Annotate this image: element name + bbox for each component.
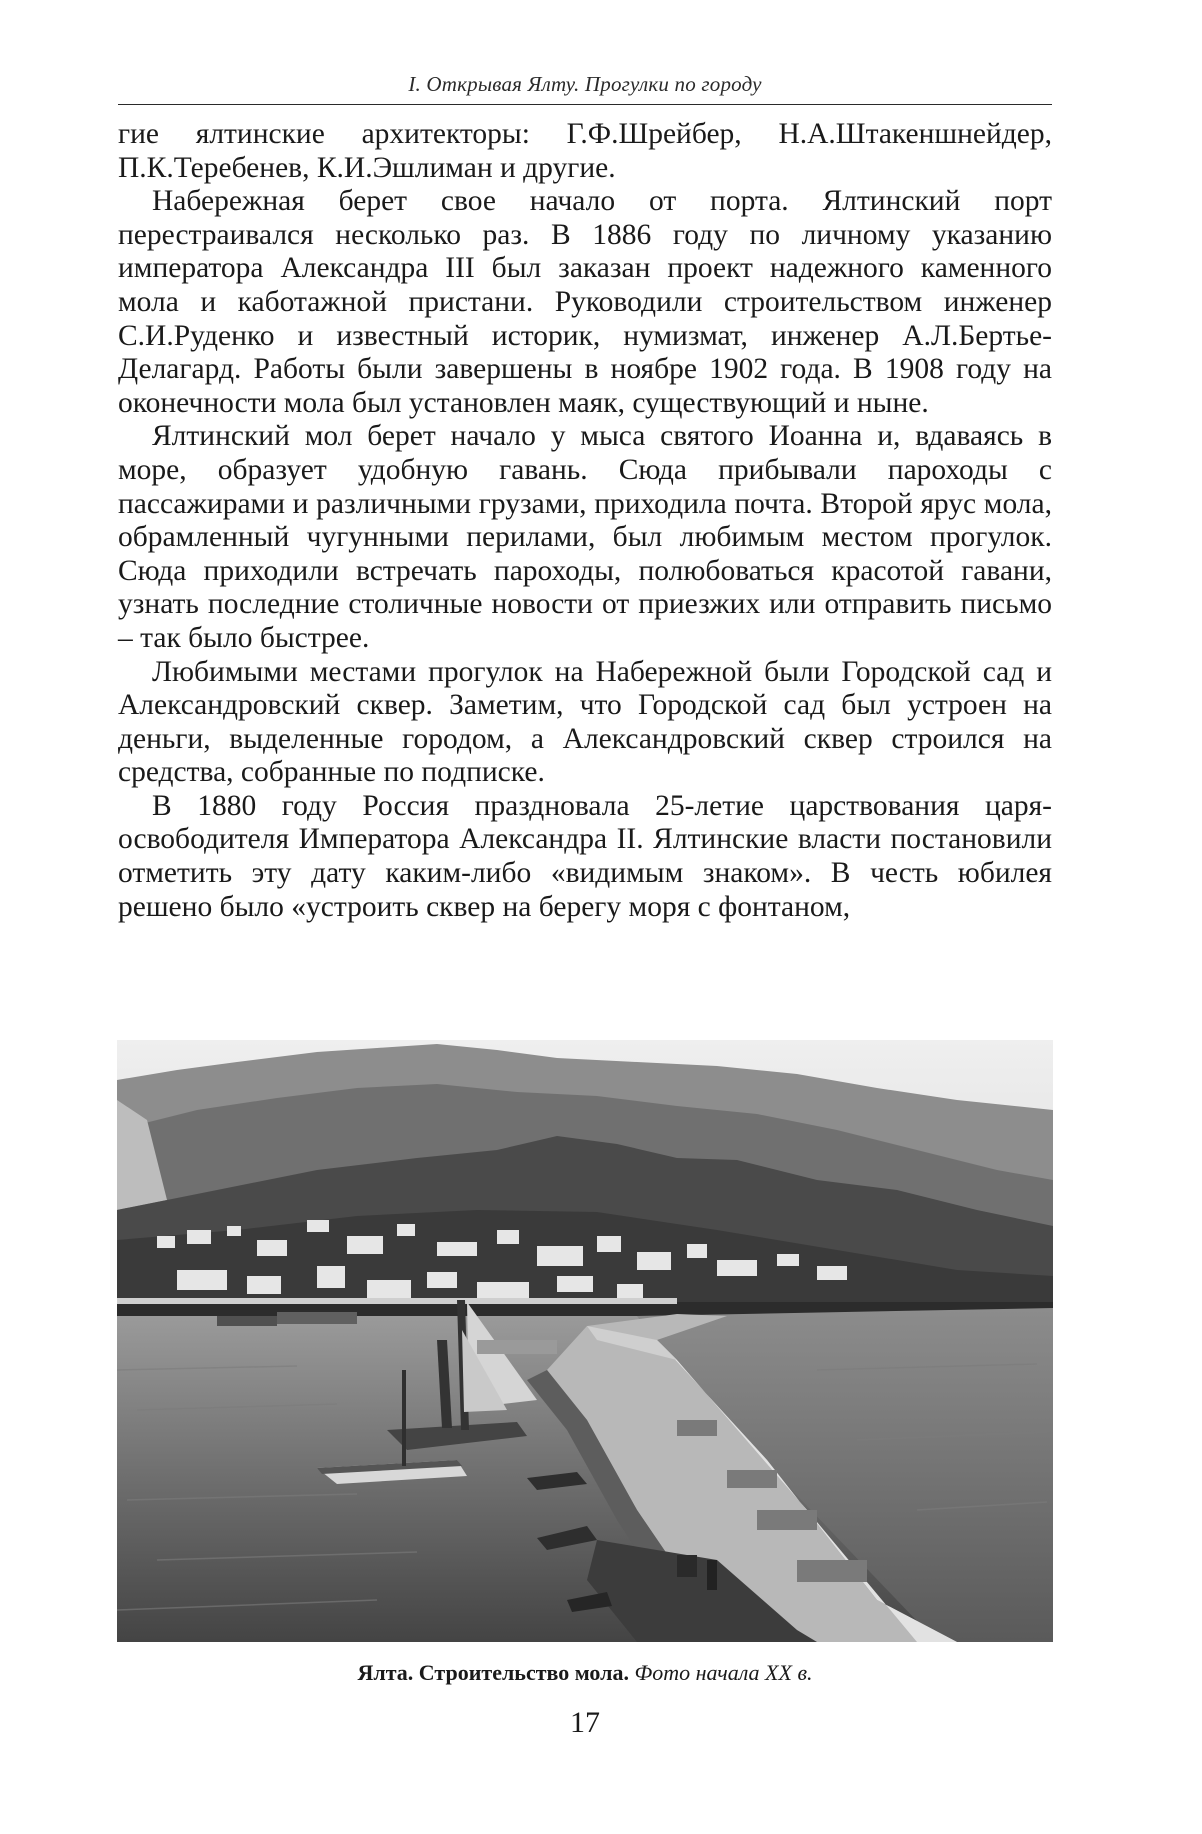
paragraph: Любимыми местами прогулок на Набережной были Городской сад и Александровский сквер. Заметим, что Городской сад был устроен на деньги, выделенные городом, а Александровский сквер строился на средства, собранные по подписке. <box>118 655 1052 789</box>
paragraph: Набережная берет свое начало от порта. Ялтинский порт перестраивался несколько раз. В 1886 году по личному указанию императора Александра III был заказан проект надежного каменного мола и каботажной пристани. Руководили строительством инженер С.И.Руденко и известный историк, нумизмат, инженер А.Л.Бертье-Делагард. Работы были завершены в ноябре 1902 года. В 1908 году на оконечности мола был установлен маяк, существующий и ныне. <box>118 185 1052 419</box>
caption-note: Фото начала XX в. <box>634 1660 813 1685</box>
paragraph-continuation: гие ялтинские архитекторы: Г.Ф.Шрейбер, Н.А.Штакеншнейдер, П.К.Теребенев, К.И.Эшлиман и другие. <box>118 118 1052 184</box>
photo-yalta-pier-construction <box>117 1040 1053 1642</box>
paragraph: В 1880 году Россия праздновала 25-летие царствования царя-освободителя Императора Александра II. Ялтинские власти постановили отметить эту дату каким-либо «видимым знаком». В честь юбилея решено было «устроить сквер на берегу моря с фонтаном, <box>118 789 1052 923</box>
page-number: 17 <box>570 1706 600 1739</box>
historical-photo <box>117 1040 1053 1642</box>
body-text <box>118 118 1052 924</box>
running-header: I. Открывая Ялту. Прогулки по городу <box>408 72 762 96</box>
header-divider <box>118 104 1052 105</box>
paragraph: Ялтинский мол берет начало у мыса святого Иоанна и, вдаваясь в море, образует удобную гавань. Сюда прибывали пароходы с пассажирами и различными грузами, приходила почта. Второй ярус мола, обрамленный чугунными перилами, был любимым местом прогулок. Сюда приходили встречать пароходы, полюбоваться красотой гавани, узнать последние столичные новости от приезжих или отправить письмо – так было быстрее. <box>118 420 1052 654</box>
caption-title: Ялта. Строительство мола. <box>357 1660 629 1685</box>
photo-caption <box>118 1660 1052 1686</box>
